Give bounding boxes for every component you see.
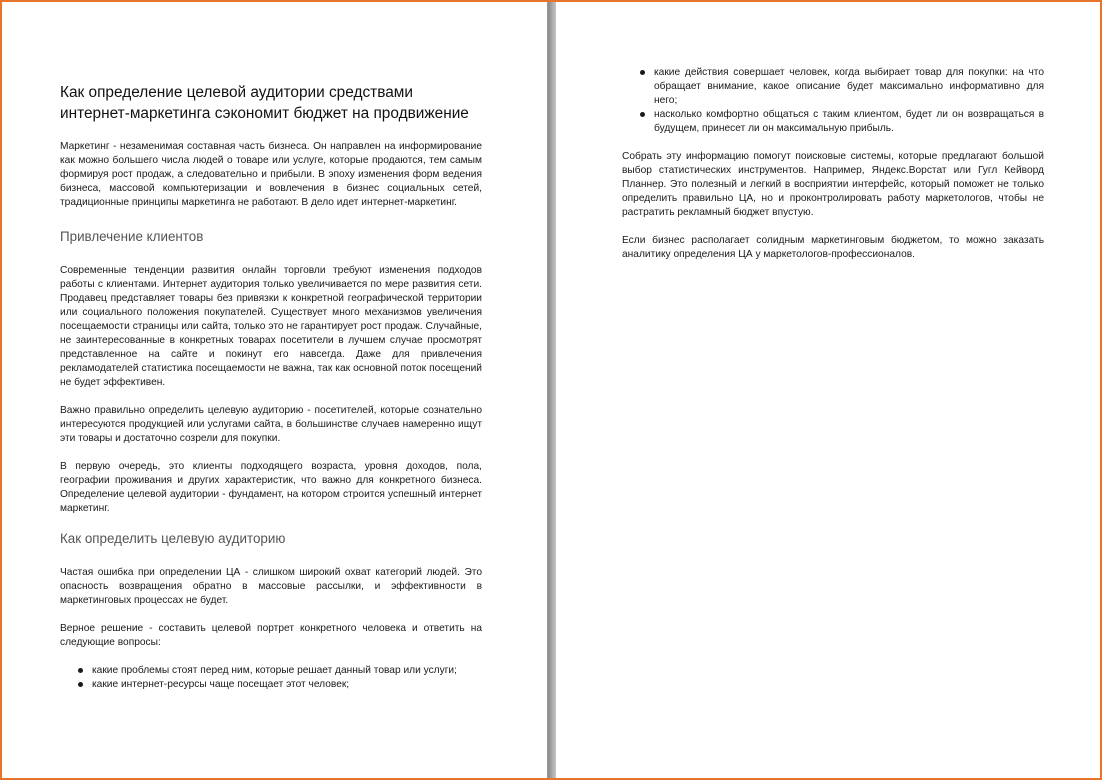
section-heading-attracting-clients: Привлечение клиентов — [60, 229, 204, 244]
paragraph-target-audience: Важно правильно определить целевую аудиторию - посетителей, которые сознательно интересуются продукцией или услугами сайта, в большинстве случаев намеренно ищут эти товары и достаточно созрели для покупки. — [60, 405, 482, 444]
bullet-dot-icon — [640, 112, 645, 117]
paragraph-first-priority: В первую очередь, это клиенты подходящего возраста, уровня доходов, пола, географии проживания и других характеристик, что важно для конкретного бизнеса. Определение целевой аудитории - фундамент, на котором строится успешный интернет маркетинг. — [60, 461, 482, 514]
paragraph-right-solution: Верное решение - составить целевой портрет конкретного человека и ответить на следующие вопросы: — [60, 623, 482, 648]
list-item — [60, 664, 482, 678]
bullet-dot-icon — [640, 70, 645, 75]
bullet-dot-icon — [78, 668, 83, 673]
paragraph-search-tools: Собрать эту информацию помогут поисковые системы, которые предлагают большой выбор статистических инструментов. Например, Яндекс.Ворстат или Гугл Кейворд Планнер. Это полезный и легкий в восприятии интерфейс, который поможет не только определить правильно ЦА, но и проконтролировать работу маркетологов, чтобы не растратить рекламный бюджет впустую. — [622, 151, 1044, 218]
paragraph-trends: Современные тенденции развития онлайн торговли требуют изменения подходов работы с клиентами. Интернет аудитория только увеличивается по мере развития сети. Продавец представляет товары без привязки к конкретной географической территории или социального положения покупателей. Существует много механизмов увеличения посещаемости страницы или сайта, только это не гарантирует рост продаж. Случайные, не заинтересованные в конкретных товарах посетители в лучшем случае просмотрят представленное на сайте и покинут его навсегда. Даже для привлечения рекламодателей статистика посещаемости не важна, так как основной поток посещений не будет эффективен. — [60, 265, 482, 388]
paragraph-common-mistake: Частая ошибка при определении ЦА - слишком широкий охват категорий людей. Это опасность возвращения обратно в массовые рассылки, и эффективности в маркетинговых процессах не будет. — [60, 567, 482, 606]
page-gutter — [547, 2, 556, 778]
list-item-text: какие действия совершает человек, когда выбирает товар для покупки: на что обращает внимание, какое описание будет максимально информативно для него; — [654, 67, 1044, 106]
list-item — [622, 66, 1044, 108]
list-item-text: какие интернет-ресурсы чаще посещает этот человек; — [92, 679, 350, 690]
list-item-text: какие проблемы стоят перед ним, которые решает данный товар или услуги; — [92, 665, 457, 676]
intro-paragraph: Маркетинг - незаменимая составная часть бизнеса. Он направлен на информирование как можно большего числа людей о товаре или услуге, которые продаются, тем самым формируя рост продаж, а следовательно и прибыли. В эпоху изменения форм ведения бизнеса, массовой компьютеризации и вовлечения в бизнес социальных сетей, традиционные принципы маркетинга не работают. В дело идет интернет-маркетинг. — [60, 141, 482, 208]
list-item-text: насколько комфортно общаться с таким клиентом, будет ли он возвращаться в будущем, принесет ли он максимальную прибыль. — [654, 109, 1044, 134]
list-item — [622, 108, 1044, 136]
bullet-dot-icon — [78, 682, 83, 687]
questions-list — [60, 664, 482, 692]
questions-list-continued — [622, 66, 1044, 136]
document-title: Как определение целевой аудитории средствами интернет-маркетинга сэкономит бюджет на продвижение — [60, 84, 469, 122]
document-page-left — [2, 2, 547, 778]
section-heading-define-audience: Как определить целевую аудиторию — [60, 531, 286, 546]
page-content-right — [622, 66, 1044, 262]
page-content-left — [60, 82, 482, 692]
list-item — [60, 678, 482, 692]
paragraph-professional-analytics: Если бизнес располагает солидным маркетинговым бюджетом, то можно заказать аналитику определения ЦА у маркетологов-профессионалов. — [622, 235, 1044, 260]
document-page-right — [556, 2, 1100, 778]
